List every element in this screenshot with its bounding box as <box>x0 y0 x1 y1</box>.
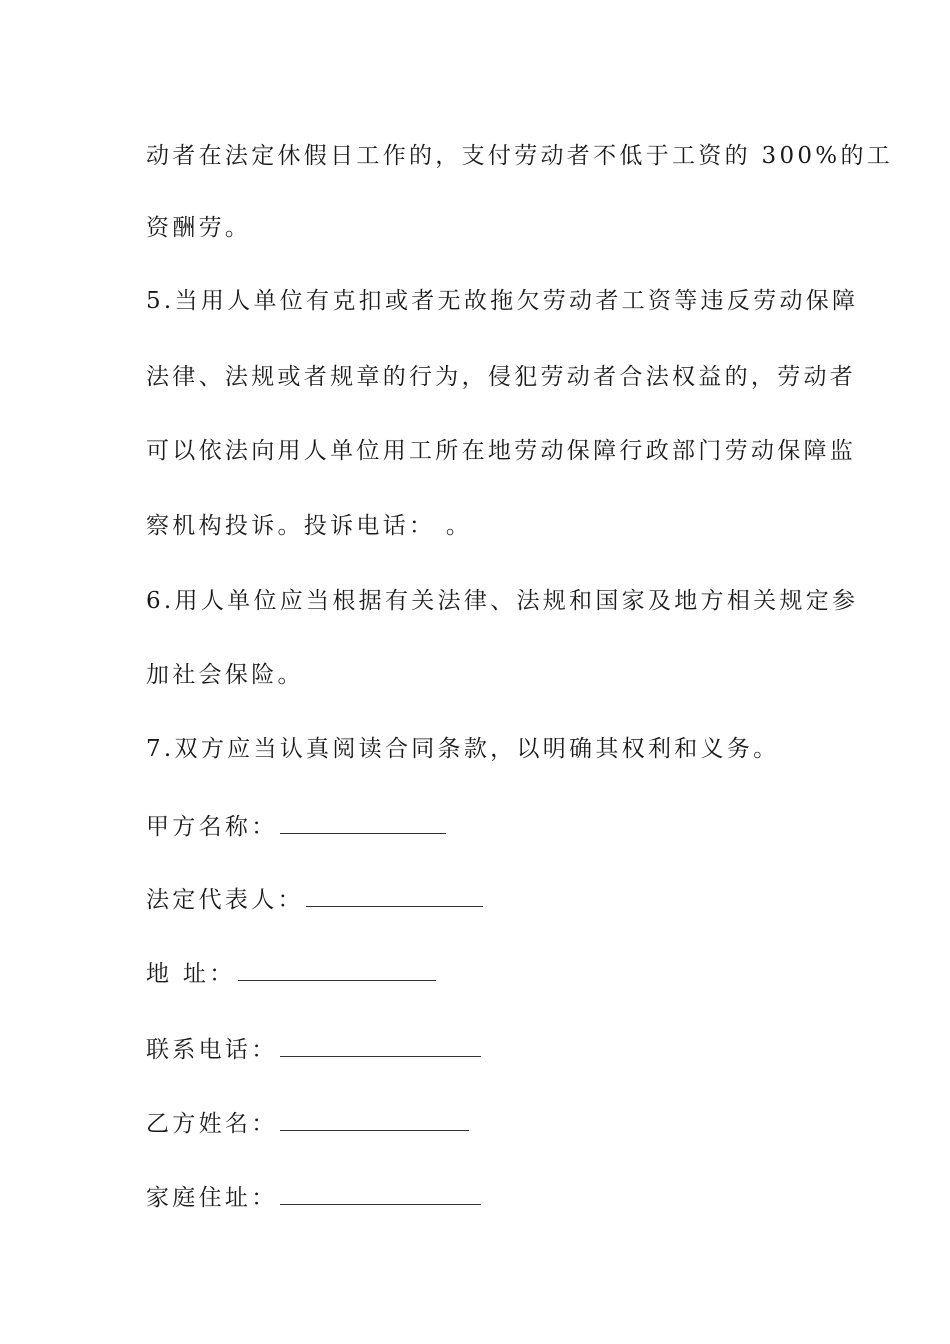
fill-in-blank[interactable] <box>280 1182 481 1205</box>
fill-in-blank[interactable] <box>306 884 483 907</box>
paragraph-line: 法律、法规或者规章的行为，侵犯劳动者合法权益的，劳动者 <box>146 364 857 390</box>
fill-in-blank[interactable] <box>280 811 446 834</box>
paragraph-line: 资酬劳。 <box>146 215 252 241</box>
signature-field-home-address <box>146 1182 481 1213</box>
field-label: 联系电话： <box>146 1037 278 1063</box>
field-label: 法定代表人： <box>146 887 304 913</box>
field-label: 地 址： <box>146 961 236 987</box>
fill-in-blank[interactable] <box>280 1108 469 1131</box>
field-label: 甲方名称： <box>146 814 278 840</box>
paragraph-line: 可以依法向用人单位用工所在地劳动保障行政部门劳动保障监 <box>146 438 857 464</box>
paragraph-line: 5.当用人单位有克扣或者无故拖欠劳动者工资等违反劳动保障 <box>146 288 859 314</box>
fill-in-blank[interactable] <box>238 958 436 981</box>
field-label: 乙方姓名： <box>146 1111 278 1137</box>
signature-field-legal-representative <box>146 884 483 915</box>
signature-field-party-a-name <box>146 811 446 842</box>
field-label: 家庭住址： <box>146 1185 278 1211</box>
paragraph-line: 加社会保险。 <box>146 662 304 688</box>
paragraph-line: 6.用人单位应当根据有关法律、法规和国家及地方相关规定参 <box>146 588 859 614</box>
signature-field-party-b-name <box>146 1108 469 1139</box>
paragraph-line: 7.双方应当认真阅读合同条款，以明确其权利和义务。 <box>146 736 780 762</box>
paragraph-line: 察机构投诉。投诉电话： 。 <box>146 513 473 539</box>
signature-field-phone <box>146 1034 481 1065</box>
signature-field-address <box>146 958 436 989</box>
fill-in-blank[interactable] <box>280 1034 481 1057</box>
paragraph-line: 动者在法定休假日工作的，支付劳动者不低于工资的 300%的工 <box>146 143 894 169</box>
